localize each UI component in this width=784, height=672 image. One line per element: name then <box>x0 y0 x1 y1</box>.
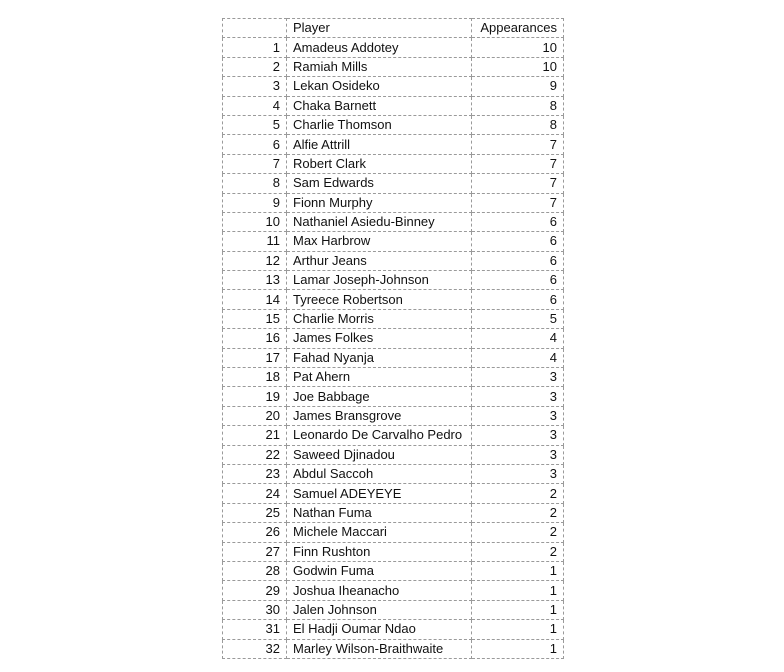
table-row <box>223 271 564 290</box>
table-row <box>223 484 564 503</box>
row-index-cell[interactable]: 19 <box>223 387 287 406</box>
row-index-cell[interactable]: 21 <box>223 426 287 445</box>
table-row <box>223 445 564 464</box>
player-name-cell[interactable]: Saweed Djinadou <box>287 445 472 464</box>
row-index-cell[interactable]: 13 <box>223 271 287 290</box>
table-body <box>223 38 564 659</box>
table-row <box>223 387 564 406</box>
row-index-cell[interactable]: 12 <box>223 251 287 270</box>
row-index-cell[interactable]: 6 <box>223 135 287 154</box>
row-index-cell[interactable]: 4 <box>223 96 287 115</box>
player-name-cell[interactable]: Robert Clark <box>287 154 472 173</box>
player-name-cell[interactable]: James Folkes <box>287 329 472 348</box>
appearances-cell[interactable]: 8 <box>472 115 564 134</box>
row-index-cell[interactable]: 17 <box>223 348 287 367</box>
appearances-cell[interactable]: 6 <box>472 232 564 251</box>
table-row <box>223 426 564 445</box>
appearances-header-cell[interactable]: Appearances <box>472 19 564 38</box>
row-index-cell[interactable]: 14 <box>223 290 287 309</box>
row-index-cell[interactable]: 26 <box>223 523 287 542</box>
table-row <box>223 639 564 658</box>
table-row <box>223 77 564 96</box>
player-name-cell[interactable]: Jalen Johnson <box>287 600 472 619</box>
player-name-cell[interactable]: Marley Wilson-Braithwaite <box>287 639 472 658</box>
appearances-cell[interactable]: 7 <box>472 193 564 212</box>
player-header-cell[interactable]: Player <box>287 19 472 38</box>
table-row <box>223 406 564 425</box>
row-index-cell[interactable]: 27 <box>223 542 287 561</box>
player-name-cell[interactable]: Charlie Morris <box>287 309 472 328</box>
player-name-cell[interactable]: Lekan Osideko <box>287 77 472 96</box>
appearances-cell[interactable]: 5 <box>472 309 564 328</box>
player-name-cell[interactable]: Joshua Iheanacho <box>287 581 472 600</box>
row-index-cell[interactable]: 3 <box>223 77 287 96</box>
row-index-cell[interactable]: 7 <box>223 154 287 173</box>
appearances-cell[interactable]: 10 <box>472 38 564 57</box>
header-row <box>223 19 564 38</box>
row-index-cell[interactable]: 9 <box>223 193 287 212</box>
row-index-cell[interactable]: 20 <box>223 406 287 425</box>
appearances-cell[interactable]: 3 <box>472 464 564 483</box>
player-name-cell[interactable]: Charlie Thomson <box>287 115 472 134</box>
appearances-cell[interactable]: 4 <box>472 329 564 348</box>
appearances-cell[interactable]: 3 <box>472 387 564 406</box>
player-name-cell[interactable]: James Bransgrove <box>287 406 472 425</box>
table-row <box>223 57 564 76</box>
appearances-cell[interactable]: 1 <box>472 600 564 619</box>
player-name-cell[interactable]: Samuel ADEYEYE <box>287 484 472 503</box>
table-row <box>223 523 564 542</box>
table-row <box>223 96 564 115</box>
player-name-cell[interactable]: Arthur Jeans <box>287 251 472 270</box>
appearances-cell[interactable]: 6 <box>472 290 564 309</box>
row-index-cell[interactable]: 22 <box>223 445 287 464</box>
player-name-cell[interactable]: Michele Maccari <box>287 523 472 542</box>
row-index-cell[interactable]: 2 <box>223 57 287 76</box>
player-name-cell[interactable]: Pat Ahern <box>287 368 472 387</box>
appearances-table <box>222 18 564 659</box>
row-index-cell[interactable]: 8 <box>223 174 287 193</box>
table-row <box>223 309 564 328</box>
player-name-cell[interactable]: El Hadji Oumar Ndao <box>287 620 472 639</box>
row-index-cell[interactable]: 32 <box>223 639 287 658</box>
appearances-cell[interactable]: 3 <box>472 368 564 387</box>
table-row <box>223 542 564 561</box>
player-name-cell[interactable]: Nathaniel Asiedu-Binney <box>287 212 472 231</box>
table-row <box>223 581 564 600</box>
row-index-cell[interactable]: 29 <box>223 581 287 600</box>
table-row <box>223 348 564 367</box>
row-index-cell[interactable]: 31 <box>223 620 287 639</box>
player-name-cell[interactable]: Amadeus Addotey <box>287 38 472 57</box>
table-row <box>223 368 564 387</box>
row-index-cell[interactable]: 11 <box>223 232 287 251</box>
row-index-cell[interactable]: 30 <box>223 600 287 619</box>
table-row <box>223 464 564 483</box>
row-index-cell[interactable]: 25 <box>223 503 287 522</box>
table-row <box>223 251 564 270</box>
table-row <box>223 193 564 212</box>
row-index-cell[interactable]: 16 <box>223 329 287 348</box>
spreadsheet-area <box>222 18 564 659</box>
player-name-cell[interactable]: Godwin Fuma <box>287 561 472 580</box>
appearances-cell[interactable]: 1 <box>472 581 564 600</box>
table-row <box>223 329 564 348</box>
row-index-cell[interactable]: 10 <box>223 212 287 231</box>
table-row <box>223 503 564 522</box>
appearances-cell[interactable]: 9 <box>472 77 564 96</box>
table-row <box>223 115 564 134</box>
player-name-cell[interactable]: Alfie Attrill <box>287 135 472 154</box>
row-index-cell[interactable]: 23 <box>223 464 287 483</box>
appearances-cell[interactable]: 2 <box>472 542 564 561</box>
row-index-cell[interactable]: 5 <box>223 115 287 134</box>
appearances-cell[interactable]: 10 <box>472 57 564 76</box>
table-row <box>223 135 564 154</box>
player-name-cell[interactable]: Fahad Nyanja <box>287 348 472 367</box>
table-row <box>223 38 564 57</box>
appearances-cell[interactable]: 2 <box>472 523 564 542</box>
appearances-cell[interactable]: 3 <box>472 406 564 425</box>
appearances-cell[interactable]: 3 <box>472 426 564 445</box>
appearances-cell[interactable]: 7 <box>472 174 564 193</box>
appearances-cell[interactable]: 2 <box>472 503 564 522</box>
player-name-cell[interactable]: Joe Babbage <box>287 387 472 406</box>
appearances-cell[interactable]: 1 <box>472 561 564 580</box>
table-row <box>223 600 564 619</box>
table-row <box>223 290 564 309</box>
table-row <box>223 561 564 580</box>
table-row <box>223 212 564 231</box>
player-name-cell[interactable]: Max Harbrow <box>287 232 472 251</box>
player-name-cell[interactable]: Leonardo De Carvalho Pedro <box>287 426 472 445</box>
index-header-cell[interactable] <box>223 19 287 38</box>
appearances-cell[interactable]: 8 <box>472 96 564 115</box>
appearances-cell[interactable]: 1 <box>472 639 564 658</box>
appearances-cell[interactable]: 3 <box>472 445 564 464</box>
appearances-cell[interactable]: 1 <box>472 620 564 639</box>
appearances-cell[interactable]: 6 <box>472 271 564 290</box>
player-name-cell[interactable]: Sam Edwards <box>287 174 472 193</box>
row-index-cell[interactable]: 18 <box>223 368 287 387</box>
player-name-cell[interactable]: Ramiah Mills <box>287 57 472 76</box>
player-name-cell[interactable]: Nathan Fuma <box>287 503 472 522</box>
player-name-cell[interactable]: Fionn Murphy <box>287 193 472 212</box>
appearances-cell[interactable]: 7 <box>472 135 564 154</box>
player-name-cell[interactable]: Tyreece Robertson <box>287 290 472 309</box>
player-name-cell[interactable]: Lamar Joseph-Johnson <box>287 271 472 290</box>
row-index-cell[interactable]: 28 <box>223 561 287 580</box>
player-name-cell[interactable]: Chaka Barnett <box>287 96 472 115</box>
appearances-cell[interactable]: 4 <box>472 348 564 367</box>
row-index-cell[interactable]: 24 <box>223 484 287 503</box>
appearances-cell[interactable]: 7 <box>472 154 564 173</box>
row-index-cell[interactable]: 15 <box>223 309 287 328</box>
table-row <box>223 174 564 193</box>
table-row <box>223 154 564 173</box>
player-name-cell[interactable]: Finn Rushton <box>287 542 472 561</box>
appearances-cell[interactable]: 6 <box>472 251 564 270</box>
appearances-cell[interactable]: 2 <box>472 484 564 503</box>
table-row <box>223 232 564 251</box>
table-row <box>223 620 564 639</box>
row-index-cell[interactable]: 1 <box>223 38 287 57</box>
appearances-cell[interactable]: 6 <box>472 212 564 231</box>
player-name-cell[interactable]: Abdul Saccoh <box>287 464 472 483</box>
